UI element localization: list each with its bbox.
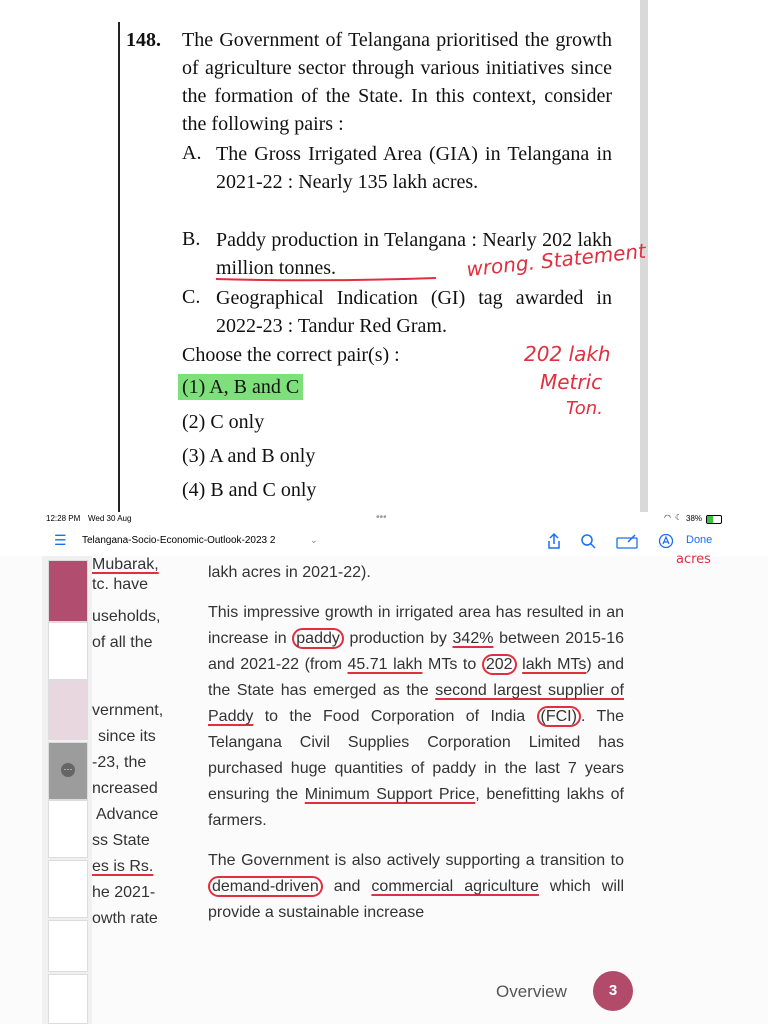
text-run: MTs to	[422, 656, 482, 673]
pair-a-text: The Gross Irrigated Area (GIA) in Telangana in 2021-22 : Nearly 135 lakh acres.	[216, 143, 612, 193]
choice-1-label: (1) A, B and C	[178, 374, 303, 400]
underlined-word: second largest supplier of Paddy	[208, 682, 625, 725]
text-run: between 2015-16 and 2021-22 (from	[208, 630, 624, 673]
page-thumbnail[interactable]	[48, 622, 88, 680]
share-icon[interactable]	[546, 532, 562, 550]
done-button[interactable]: Done	[686, 534, 713, 546]
choice-2[interactable]: (2) C only	[182, 411, 265, 433]
circled-word: demand-driven	[208, 876, 323, 897]
underlined-word: 342%	[452, 630, 494, 647]
pair-b-text: Paddy production in Telangana : Nearly 202 lakh million tonnes.	[216, 229, 612, 279]
annotate-icon[interactable]	[658, 533, 674, 549]
handwritten-note-2b: Metric	[540, 370, 603, 394]
text-run: which will provide a sustainable increase	[208, 878, 625, 921]
text-run: . The Telangana Civil Supplies Corporation Limited has purchased huge quantities of paddy in the last 7 years ensuring the	[208, 708, 625, 803]
battery-icon	[706, 515, 722, 524]
pair-b-letter: B.	[182, 228, 201, 250]
text-run: This impressive growth in irrigated area has resulted in an increase in	[208, 604, 624, 647]
chevron-down-icon[interactable]: ⌄	[310, 535, 318, 545]
status-date: Wed 30 Aug	[88, 514, 132, 523]
wifi-icon: ◠	[664, 513, 671, 522]
more-icon[interactable]: ···	[61, 763, 75, 777]
circled-word: 202	[482, 654, 517, 675]
handwritten-note-2c: Ton.	[566, 398, 603, 419]
left-line: owth rate	[92, 910, 158, 927]
paragraph-demand	[208, 848, 624, 926]
battery-percent: 38%	[686, 514, 703, 523]
choice-4[interactable]: (4) B and C only	[182, 479, 317, 501]
underlined-word: lakh MTs	[522, 656, 587, 673]
choose-prompt: Choose the correct pair(s) :	[182, 344, 400, 366]
handwritten-note-2a: 202 lakh	[524, 342, 611, 366]
pen-underline	[214, 276, 438, 282]
left-line: useholds,	[92, 608, 161, 625]
underlined-word: 45.71 lakh	[347, 656, 423, 673]
section-label: Overview	[496, 982, 567, 1001]
moon-icon: ☾	[675, 513, 683, 522]
text-run: , benefitting lakhs of farmers.	[208, 786, 624, 829]
page-thumbnail[interactable]	[48, 974, 88, 1024]
page-thumbnail[interactable]	[48, 860, 88, 918]
markup-icon[interactable]	[616, 533, 638, 549]
left-line: vernment,	[92, 702, 164, 719]
left-line: ss State	[92, 832, 150, 849]
top-fragment: lakh acres in 2021-22).	[208, 564, 371, 581]
text-run: and	[322, 878, 372, 895]
pair-c-letter: C.	[182, 286, 201, 308]
document-view	[0, 552, 768, 1024]
document-title[interactable]: Telangana-Socio-Economic-Outlook-2023 2	[82, 535, 276, 546]
search-icon[interactable]	[580, 533, 596, 549]
left-line: Mubarak,	[92, 556, 159, 573]
text-run: production by	[343, 630, 453, 647]
question-text: The Government of Telangana prioritised the growth of agriculture sector through various initiatives since the formation of the State. In this context, consider the following pairs :	[182, 29, 612, 135]
thumbnail-sidebar[interactable]	[42, 556, 92, 1024]
text-run: to the Food Corporation of India	[253, 708, 537, 725]
left-line: ncreased	[92, 780, 158, 797]
paragraph-paddy	[208, 600, 624, 834]
circled-word: (FCI)	[537, 706, 581, 727]
choice-1[interactable]	[178, 376, 303, 399]
page-thumbnail[interactable]	[48, 560, 88, 622]
left-line: tc. have	[92, 576, 149, 593]
handwritten-note-1: wrong. Statement	[465, 238, 647, 282]
toolbar	[0, 526, 768, 557]
choice-3[interactable]: (3) A and B only	[182, 445, 316, 467]
underlined-word: commercial agriculture	[371, 878, 539, 895]
page-thumbnail[interactable]	[48, 920, 88, 972]
left-line: es is Rs.	[92, 858, 154, 875]
left-line: -23, the	[92, 754, 147, 771]
handwritten-corner-note: acres	[676, 552, 711, 567]
page-thumbnail[interactable]	[48, 800, 88, 858]
left-line: since its	[98, 728, 156, 745]
list-icon[interactable]: ☰	[54, 532, 67, 548]
left-line: Advance	[96, 806, 159, 823]
left-line: he 2021-	[92, 884, 156, 901]
underlined-word: Minimum Support Price	[304, 786, 476, 803]
status-time: 12:28 PM	[46, 514, 81, 523]
circled-word: paddy	[292, 628, 344, 649]
question-number: 148.	[126, 29, 161, 51]
page-number-badge[interactable]: 3	[593, 971, 633, 1011]
text-run: The Government is also actively supporting a transition to	[208, 852, 624, 869]
multitask-dots[interactable]: •••	[376, 512, 387, 523]
page-thumbnail[interactable]	[48, 680, 88, 740]
pair-c-text: Geographical Indication (GI) tag awarded in 2022-23 : Tandur Red Gram.	[216, 287, 612, 337]
margin-rule	[118, 22, 120, 512]
pair-a-letter: A.	[182, 142, 202, 164]
left-line: of all the	[92, 634, 153, 651]
text-run: ) and the State has emerged as the	[208, 656, 625, 699]
status-bar	[0, 512, 768, 526]
page-thumbnail-current[interactable]	[48, 742, 88, 800]
